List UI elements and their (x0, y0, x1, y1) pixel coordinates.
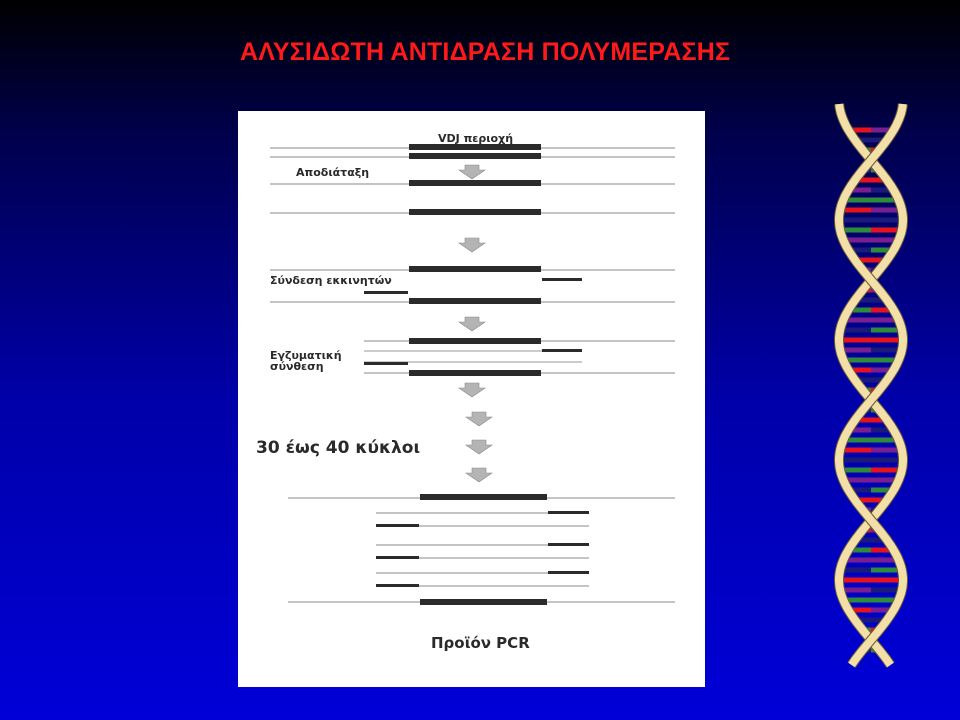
extension-strands (364, 338, 675, 376)
slide-title: ΑΛΥΣΙΔΩΤΗ ΑΝΤΙΔΡΑΣΗ ΠΟΛΥΜΕΡΑΣΗΣ (240, 38, 731, 66)
denatured-strands (270, 180, 675, 215)
arrow-down-icon (459, 317, 485, 331)
arrow-down-icon (459, 383, 485, 397)
primer-annealing-label: Σύνδεση εκκινητών (270, 274, 392, 287)
vdj-dna-strands (270, 144, 675, 159)
pcr-diagram-graphic (238, 111, 705, 687)
cycles-label: 30 έως 40 κύκλοι (256, 438, 421, 458)
arrow-down-icon (459, 165, 485, 179)
arrow-down-icon (466, 468, 492, 482)
arrow-down-icon (466, 440, 492, 454)
pcr-product-strands (288, 494, 675, 605)
pcr-product-label: Προϊόν PCR (431, 634, 530, 652)
vdj-region-label: VDJ περιοχή (438, 132, 514, 145)
enzymatic-synthesis-label-line2: σύνθεση (270, 360, 324, 373)
pcr-diagram-panel (238, 111, 705, 687)
enzymatic-synthesis-label-line1: Εγζυματική (270, 349, 342, 362)
arrow-down-icon (459, 238, 485, 252)
dna-helix-icon (826, 100, 916, 670)
arrow-down-icon (466, 412, 492, 426)
denaturation-label: Αποδιάταξη (296, 166, 370, 179)
